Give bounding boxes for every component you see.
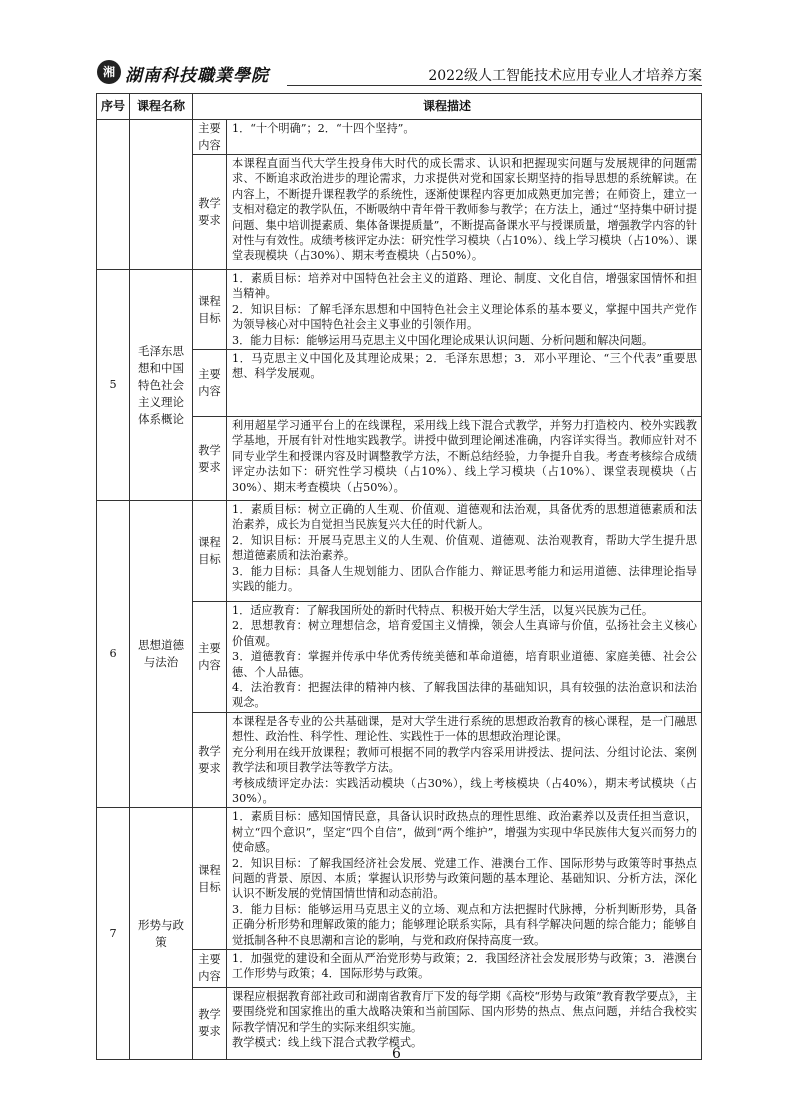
paragraph: 2．知识目标：了解我国经济社会发展、党建工作、港澳台工作、国际形势与政策等时事热点问题的背景、原因、本质；掌握认识形势与政策问题的基本理论、基础知识、分析方法，深化认识不断发展的党情国情世情和动态前沿。	[232, 856, 697, 901]
paragraph: 2．知识目标：了解毛泽东思想和中国特色社会主义理论体系的基本要义，掌握中国共产党作为领导核心对中国特色社会主义事业的引领作用。	[232, 302, 697, 332]
table-row	[97, 120, 702, 155]
paragraph: 3．道德教育：掌握并传承中华优秀传统美德和革命道德，培育职业道德、家庭美德、社会公德、个人品德。	[232, 650, 697, 679]
row-label-text: 教学要求	[198, 745, 221, 776]
course-name	[130, 270, 193, 501]
paragraph: 3．能力目标：具备人生规划能力、团队合作能力、辩证思考能力和运用道德、法律理论指导实践的能力。	[232, 564, 697, 594]
table-row	[97, 270, 702, 350]
paragraph: 充分利用在线开放课程；教师可根据不同的教学内容采用讲授法、提问法、分组讨论法、案例教学法和项目教学法等教学方法。	[232, 745, 697, 775]
paragraph: 2．思想教育：树立理想信念，培育爱国主义情操，领会人生真谛与价值，弘扬社会主义核心价值观。	[232, 619, 697, 648]
paragraph: 1．适应教育：了解我国所处的新时代特点、积极开始大学生活，以复兴民族为己任。	[232, 604, 654, 618]
paragraph: 本课程是各专业的公共基础课，是对大学生进行系统的思想政治教育的核心课程，是一门融思想性、政治性、科学性、理论性、实践性于一体的思想政治理论课。	[232, 714, 697, 744]
desc-cell	[227, 501, 702, 602]
course-name-text: 形势与政策	[138, 917, 184, 949]
row-label	[193, 712, 227, 807]
row-label	[193, 270, 227, 350]
paragraph: 课程应根据教育部社政司和湖南省教育厅下发的每学期《高校“形势与政策”教育教学要点》，主要围绕党和国家推出的重大战略决策和当前国际、国内形势的热点、焦点问题，并结合我校实际教学情况和学生的实际来组织实施。	[232, 989, 697, 1034]
paragraph: 4．法治教育：把握法律的精神内核、了解我国法律的基础知识，具有较强的法治意识和法治观念。	[232, 681, 697, 710]
page-number: 6	[392, 1046, 401, 1062]
paragraph: 2．知识目标：开展马克思主义的人生观、价值观、道德观、法治观教育，帮助大学生提升思想道德素质和法治素养。	[232, 533, 697, 563]
row-label-text: 主要内容	[198, 953, 221, 984]
paragraph: 3．能力目标：能够运用马克思主义的立场、观点和方法把握时代脉搏，分析判断形势，具备正确分析形势和理解政策的能力；能够理论联系实际，具有科学解决问题的综合能力；能够自觉抵制各种不良思潮和言论的影响，与党和政府保持高度一致。	[232, 902, 697, 947]
paragraph: 1．加强党的建设和全面从严治党形势与政策；2．我国经济社会发展形势与政策；3．港澳台工作形势与政策；4．国际形势与政策。	[232, 951, 697, 981]
course-number: 7	[97, 808, 130, 1060]
course-number: 6	[97, 501, 130, 808]
school-name: 湖南科技職業學院	[125, 66, 269, 86]
row-label	[193, 602, 227, 713]
table-row	[97, 808, 702, 950]
paragraph: 1．“十个明确”；2．“十四个坚持”。	[232, 122, 415, 135]
header-no: 序号	[97, 94, 130, 120]
paragraph: 教学模式：线上线下混合式教学模式。	[232, 1036, 423, 1050]
table-header-row	[97, 94, 702, 120]
header-course-name: 课程名称	[130, 94, 193, 120]
school-logo-icon: 湘	[97, 60, 121, 84]
row-label-text: 课程目标	[198, 536, 221, 567]
document-title: 2022级人工智能技术应用专业人才培养方案	[428, 68, 702, 84]
desc-cell	[227, 712, 702, 807]
row-label	[193, 501, 227, 602]
course-name	[130, 808, 193, 1060]
paragraph: 考核成绩评定办法：实践活动模块（占30%），线上考核模块（占40%），期末考试模块（占30%）。	[232, 776, 697, 805]
desc-cell	[227, 350, 702, 417]
name-cell	[130, 120, 193, 270]
row-label	[193, 949, 227, 987]
paragraph: 1．素质目标：培养对中国特色社会主义的道路、理论、制度、文化自信，增强家国情怀和担当精神。	[232, 272, 697, 301]
course-name-text: 毛泽东思想和中国特色社会主义理论体系概论	[138, 343, 184, 426]
row-label-text: 教学要求	[198, 443, 221, 474]
paragraph: 1．素质目标：树立正确的人生观、价值观、道德观和法治观，具备优秀的思想道德素质和法治素养，成长为自觉担当民族复兴大任的时代新人。	[232, 503, 697, 532]
paragraph: 1．马克思主义中国化及其理论成果；2．毛泽东思想；3．邓小平理论、“三个代表”重要思想、科学发展观。	[232, 352, 697, 381]
row-label-text: 教学要求	[198, 1008, 221, 1039]
page-header	[97, 58, 702, 88]
paragraph: 3．能力目标：能够运用马克思主义中国化理论成果认识问题、分析问题和解决问题。	[232, 333, 654, 347]
course-name-text: 思想道德与法治	[138, 638, 184, 670]
row-label	[193, 808, 227, 950]
row-label-text: 主要内容	[198, 368, 221, 399]
paragraph: 本课程直面当代大学生投身伟大时代的成长需求、认识和把握现实问题与发展规律的问题需求、不断追求政治进步的理论需求，力求提供对党和国家长期坚持的指导思想的系统解读。在内容上，不断提升课程教学的系统性，逐渐使课程内容更加成熟更加完善；在师资上，建立一支相对稳定的教学队伍，不断吸纳中青年骨干教师参与教学；在方法上，通过“坚持集中研讨提问题、集中培训提素质、集体备课提质量”，不断提高备课水平与授课质量，增强教学内容的针对性与有效性。成绩考核评定办法：研究性学习模块（占10%）、线上学习模块（占10%）、课堂表现模块（占30%）、期末考查模块（占50%）。	[232, 157, 697, 263]
row-label-text: 主要内容	[198, 641, 221, 672]
row-label	[193, 350, 227, 417]
row-label: 主要内容	[193, 120, 227, 155]
desc-cell	[227, 949, 702, 987]
header-course-desc: 课程描述	[193, 94, 702, 120]
table-row	[97, 501, 702, 602]
desc-cell	[227, 417, 702, 501]
header-rule	[287, 85, 702, 86]
row-label	[193, 417, 227, 501]
course-table	[96, 93, 702, 1060]
desc-cell	[227, 602, 702, 713]
desc-cell	[227, 808, 702, 950]
desc-cell	[227, 270, 702, 350]
row-label-text: 课程目标	[198, 863, 221, 894]
paragraph: 利用超星学习通平台上的在线课程，采用线上线下混合式教学，并努力打造校内、校外实践教学基地，开展有针对性地实践教学。讲授中做到理论阐述准确，内容详实得当。教师应针对不同专业学生和授课内容及时调整教学方法，不断总结经验，力争提升自我。考查考核综合成绩评定办法如下：研究性学习模块（占10%）、线上学习模块（占10%）、课堂表现模块（占30%）、期末考查模块（占50%）。	[232, 419, 697, 494]
desc-cell	[227, 120, 702, 155]
course-name	[130, 501, 193, 808]
course-number: 5	[97, 270, 130, 501]
no-cell	[97, 120, 130, 270]
row-label-text: 课程目标	[198, 294, 221, 325]
desc-cell	[227, 155, 702, 270]
paragraph: 1．素质目标：感知国情民意，具备认识时政热点的理性思维、政治素养以及责任担当意识，树立“四个意识”，坚定“四个自信”，做到“两个维护”，增强为实现中华民族伟大复兴而努力的使命感。	[232, 810, 697, 855]
row-label: 教学要求	[193, 155, 227, 270]
